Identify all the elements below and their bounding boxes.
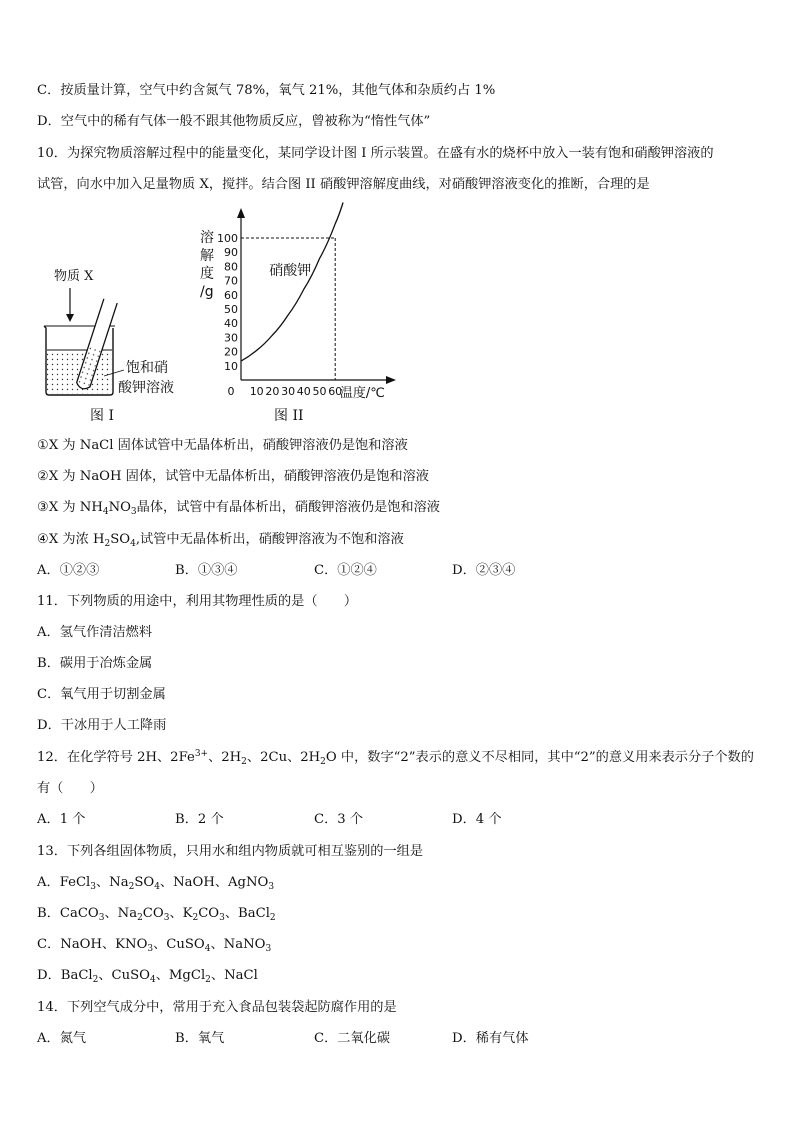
saturated-solution-label-2: 酸钾溶液 — [118, 380, 174, 396]
q12-option-c[interactable]: C．3 个 — [314, 812, 364, 827]
y-tick-label: 20 — [224, 345, 238, 359]
y-tick-label: 80 — [224, 260, 238, 274]
saturated-solution-label-1: 饱和硝 — [126, 360, 168, 376]
x-tick-label: 30 — [281, 385, 296, 398]
y-tick-label: 100 — [217, 232, 238, 245]
statement-4: ④X 为浓 $H_2SO_4$,试管中无晶体析出，硝酸钾溶液为不饱和溶液 — [37, 532, 404, 549]
x-tick-label: 60 — [328, 385, 343, 398]
series-label: 硝酸钾 — [269, 262, 312, 279]
option-d-line: D．空气中的稀有气体一般不跟其他物质反应，曾被称为“惰性气体” — [37, 114, 431, 129]
y-tick-label: 30 — [224, 331, 238, 345]
q10-option-b[interactable]: B．①③④ — [175, 563, 238, 578]
x-tick-label: 10 — [249, 385, 264, 398]
y-axis-label-char: /g — [200, 284, 214, 300]
question-12-stem-2: 有（ ） — [37, 781, 103, 796]
y-tick-label: 10 — [224, 359, 238, 373]
question-11-stem: 11．下列物质的用途中，利用其物理性质的是（ ） — [37, 594, 358, 609]
figure-2-caption: 图 II — [274, 408, 304, 424]
q10-option-c[interactable]: C．①②④ — [314, 563, 377, 578]
q11-option-c[interactable]: C．氧气用于切割金属 — [37, 687, 166, 702]
y-tick-label: 50 — [224, 303, 238, 316]
solubility-curve — [241, 203, 343, 362]
question-13-stem: 13．下列各组固体物质，只用水和组内物质就可相互鉴别的一组是 — [37, 844, 424, 859]
q13-option-c[interactable]: C．NaOH、$KNO_3$、CuSO$_4$、NaNO$_3$ — [37, 937, 272, 954]
y-tick-label: 90 — [224, 246, 238, 260]
y-tick-label: 70 — [224, 274, 238, 288]
q13-option-a[interactable]: A．FeCl$_3$、$Na_2SO_4$、NaOH、AgNO$_3$ — [37, 875, 275, 892]
figure-1-caption: 图 I — [90, 408, 114, 424]
x-tick-label: 20 — [265, 385, 280, 398]
statement-1: ①X 为 NaCl 固体试管中无晶体析出，硝酸钾溶液仍是饱和溶液 — [37, 438, 408, 453]
solubility-chart — [196, 200, 411, 430]
question-14-stem: 14．下列空气成分中，常用于充入食品包装袋起防腐作用的是 — [37, 1000, 397, 1015]
q11-option-b[interactable]: B．碳用于冶炼金属 — [37, 656, 153, 671]
q14-option-d[interactable]: D．稀有气体 — [452, 1031, 529, 1046]
x-tick-label: 50 — [312, 385, 327, 398]
x-tick-label: 40 — [296, 385, 311, 398]
q10-option-a[interactable]: A．①②③ — [37, 563, 100, 578]
question-12-stem-1: 12．在化学符号 2H、$2Fe^{3+}$、$2H_2$、2Cu、$2H_2O$ 中，数字“2”表示的意义不尽相同，其中“2”的意义用来表示分子个数的 — [37, 749, 754, 767]
x-tick-label: 0 — [227, 385, 235, 398]
q10-option-d[interactable]: D．②③④ — [452, 563, 516, 578]
q12-option-b[interactable]: B．2 个 — [175, 812, 224, 827]
q12-option-d[interactable]: D．4 个 — [452, 812, 502, 827]
q11-option-a[interactable]: A．氢气作清洁燃料 — [37, 625, 153, 640]
q13-option-b[interactable]: B．CaCO$_3$、$Na_2CO_3$、$K_2CO_3$、BaCl$_2$ — [37, 906, 276, 923]
substance-x-label: 物质 X — [54, 269, 94, 284]
y-axis-label-char: 解 — [200, 248, 214, 264]
q12-option-a[interactable]: A．1 个 — [37, 812, 86, 827]
q14-option-a[interactable]: A．氮气 — [37, 1031, 87, 1046]
statement-2: ②X 为 NaOH 固体，试管中无晶体析出，硝酸钾溶液仍是饱和溶液 — [37, 469, 429, 484]
y-tick-label: 60 — [224, 288, 238, 302]
x-axis-label: 温度/℃ — [339, 386, 385, 401]
y-axis-label-char: 溶 — [200, 230, 214, 246]
figure-beaker-apparatus — [36, 258, 216, 428]
q14-option-c[interactable]: C．二氧化碳 — [314, 1031, 391, 1046]
statement-3: ③X 为 $NH_4NO_3$晶体，试管中有晶体析出，硝酸钾溶液仍是饱和溶液 — [37, 500, 440, 517]
option-c-line: C．按质量计算，空气中约含氮气 78%，氧气 21%，其他气体和杂质约占 1% — [37, 83, 496, 98]
question-10-stem-2: 试管，向水中加入足量物质 X，搅拌。结合图 II 硝酸钾溶解度曲线，对硝酸钾溶液变化的推断，合理的是 — [37, 177, 650, 192]
q11-option-d[interactable]: D．干冰用于人工降雨 — [37, 718, 167, 733]
y-tick-label: 40 — [224, 317, 238, 331]
q14-option-b[interactable]: B．氧气 — [175, 1031, 225, 1046]
y-axis-label-char: 度 — [200, 266, 214, 282]
question-10-stem-1: 10．为探究物质溶解过程中的能量变化，某同学设计图 I 所示装置。在盛有水的烧杯中放入一装有饱和硝酸钾溶液的 — [37, 146, 714, 161]
q13-option-d[interactable]: D．BaCl$_2$、CuSO$_4$、MgCl$_2$、NaCl — [37, 968, 258, 985]
